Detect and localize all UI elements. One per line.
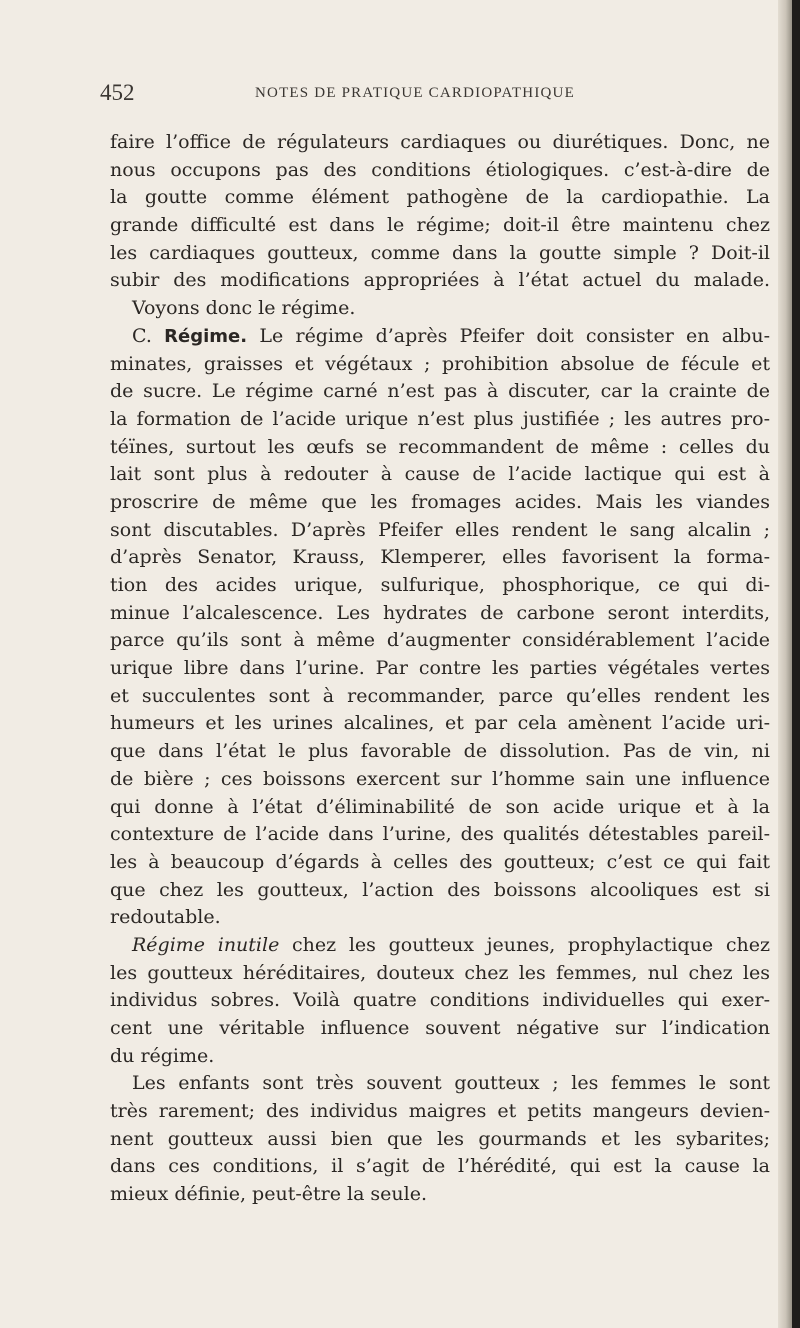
line-text: les à beaucoup d’égards à celles des goutteux; c’est ce qui fait [110,850,770,873]
text-line [110,267,770,295]
line-text: tion des acides urique, sulfurique, phosphorique, ce qui di- [110,574,770,596]
text-line [110,295,770,323]
text-line [110,766,770,794]
line-text: que dans l’état le plus favorable de dissolution. Pas de vin, ni [110,740,770,763]
text-line [110,960,770,988]
text-line [110,406,770,434]
text-line [110,849,770,877]
line-text: Les enfants sont très souvent goutteux ; les femmes le sont [132,1072,770,1095]
text-line [110,738,770,766]
text-line [110,1070,770,1098]
text-line [110,627,770,655]
running-title: NOTES DE PRATIQUE CARDIOPATHIQUE [255,85,575,101]
text-line [110,683,770,711]
line-text: la goutte comme élément pathogène de la cardiopathie. La [110,186,770,209]
page-number: 452 [100,80,135,105]
text-line [110,710,770,738]
text-line [110,434,770,462]
line-text: du régime. [110,1044,215,1067]
text-line [110,489,770,517]
text-line [110,932,770,960]
text-line [110,794,770,822]
line-text: de sucre. Le régime carné n’est pas à discuter, car la crainte de [110,380,770,403]
page-edge-binding [792,0,800,1328]
line-text: urique libre dans l’urine. Par contre les parties végétales vertes [110,657,770,680]
line-text: individus sobres. Voilà quatre conditions individuelles qui exer- [110,989,770,1012]
line-text: la formation de l’acide urique n’est plus justifiée ; les autres pro- [110,407,770,430]
text-line [110,1015,770,1043]
line-text: Le régime d’après Pfeifer doit consister en albu- [247,324,770,347]
text-line [110,517,770,545]
line-text: faire l’office de régulateurs cardiaques ou diurétiques. Donc, ne [110,131,770,153]
page-header [100,78,700,108]
line-text: minue l’alcalescence. Les hydrates de carbone seront interdits, [110,601,770,624]
text-line [110,904,770,932]
line-text: de bière ; ces boissons exercent sur l’homme sain une influence [110,767,770,790]
line-text: dans ces conditions, il s’agit de l’hérédité, qui est la cause la [110,1155,770,1178]
line-text: contexture de l’acide dans l’urine, des qualités détestables pareil- [110,823,770,846]
line-text: nent goutteux aussi bien que les gourmands et les sybarites; [110,1127,770,1150]
line-text: proscrire de même que les fromages acides. Mais les viandes [110,490,770,513]
text-line [110,351,770,379]
line-text: les cardiaques goutteux, comme dans la goutte simple ? Doit-il [110,241,770,264]
line-text: subir des modifications appropriées à l’état actuel du malade. [110,269,770,292]
text-line [110,877,770,905]
text-line [110,157,770,185]
text-line [110,1181,770,1209]
line-text: cent une véritable influence souvent négative sur l’indication [110,1017,770,1039]
line-text: très rarement; des individus maigres et petits mangeurs devien- [110,1100,770,1123]
line-text: téïnes, surtout les œufs se recommandent de même : celles du [110,435,770,458]
text-line [110,821,770,849]
text-line [110,987,770,1015]
text-line [110,572,770,600]
line-text: parce qu’ils sont à même d’augmenter considérablement l’acide [110,629,770,652]
line-text: mieux définie, peut-être la seule. [110,1183,428,1206]
text-line [110,378,770,406]
italic-term: Régime inutile [132,933,280,956]
line-text: lait sont plus à redouter à cause de l’acide lactique qui est à [110,463,770,486]
body-text [110,129,770,1209]
text-line [110,184,770,212]
text-line [110,461,770,489]
text-line [110,240,770,268]
text-line [110,1043,770,1071]
line-text: redoutable. [110,906,221,929]
text-line [110,1126,770,1154]
text-line [110,1098,770,1126]
line-text: et succulentes sont à recommander, parce qu’elles rendent les [110,684,770,707]
line-text: chez les goutteux jeunes, prophylactique chez [279,933,770,956]
line-text: sont discutables. D’après Pfeifer elles rendent le sang alcalin ; [110,518,770,541]
section-letter: C. [132,324,165,347]
text-line [110,655,770,683]
text-line [110,600,770,628]
line-text: humeurs et les urines alcalines, et par cela amènent l’acide uri- [110,712,770,735]
section-heading: Régime. [164,325,248,347]
line-text: minates, graisses et végétaux ; prohibition absolue de fécule et [110,352,770,375]
line-text: grande difficulté est dans le régime; doit-il être maintenu chez [110,214,770,237]
line-text: d’après Senator, Krauss, Klemperer, elles favorisent la forma- [110,546,770,569]
text-line [110,212,770,240]
text-line [110,544,770,572]
line-text: Voyons donc le régime. [132,297,356,320]
text-line [110,129,770,157]
line-text: nous occupons pas des conditions étiologiques. c’est-à-dire de [110,158,770,181]
line-text: que chez les goutteux, l’action des boissons alcooliques est si [110,878,770,901]
line-text: les goutteux héréditaires, douteux chez les femmes, nul chez les [110,961,770,984]
line-text: qui donne à l’état d’éliminabilité de son acide urique et à la [110,795,770,818]
text-line [110,1153,770,1181]
text-line [110,323,770,351]
